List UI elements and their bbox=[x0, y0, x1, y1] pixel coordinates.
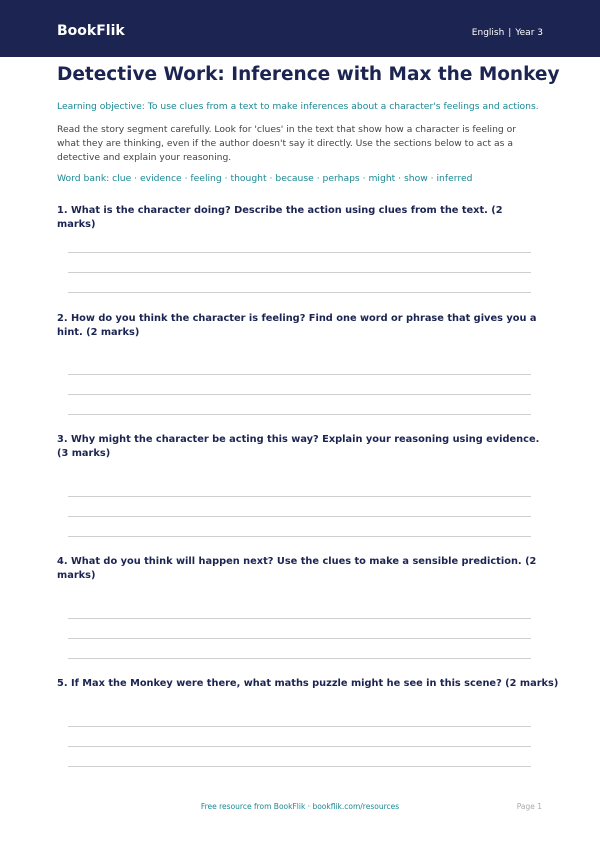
answer-line[interactable] bbox=[68, 726, 531, 727]
question-4: 4. What do you think will happen next? Use the clues to make a sensible prediction. (2 marks) bbox=[57, 556, 537, 581]
brand-logo: BookFlik bbox=[57, 23, 125, 39]
answer-line[interactable] bbox=[68, 374, 531, 375]
answer-line[interactable] bbox=[68, 766, 531, 767]
divider: | bbox=[508, 28, 512, 38]
answer-line[interactable] bbox=[68, 536, 531, 537]
answer-line[interactable] bbox=[68, 638, 531, 639]
question-2: 2. How do you think the character is feeling? Find one word or phrase that gives you a hint. (2 marks) bbox=[57, 313, 537, 338]
year-label: Year 3 bbox=[515, 28, 543, 38]
question-1: 1. What is the character doing? Describe the action using clues from the text. (2 marks) bbox=[57, 205, 503, 230]
answer-line[interactable] bbox=[68, 394, 531, 395]
page-title: Detective Work: Inference with Max the Monkey bbox=[57, 64, 560, 85]
answer-line[interactable] bbox=[68, 618, 531, 619]
answer-line[interactable] bbox=[68, 496, 531, 497]
answer-line[interactable] bbox=[68, 658, 531, 659]
question-3: 3. Why might the character be acting this way? Explain your reasoning using evidence. (3 marks) bbox=[57, 434, 540, 459]
footer-resource-link[interactable]: Free resource from BookFlik · bookflik.com/resources bbox=[200, 802, 400, 811]
subject-label: English bbox=[471, 28, 505, 38]
answer-line[interactable] bbox=[68, 252, 531, 253]
intro-text: Read the story segment carefully. Look for 'clues' in the text that show how a character is feeling or what they are thinking, even if the author doesn't say it directly. Use the sections below to act as a detective and explain your reasoning. bbox=[57, 124, 517, 163]
page-number: Page 1 bbox=[516, 802, 542, 811]
learning-objective: Learning objective: To use clues from a text to make inferences about a character's feelings and actions. bbox=[57, 101, 539, 112]
subject-year bbox=[472, 28, 543, 38]
question-5: 5. If Max the Monkey were there, what maths puzzle might he see in this scene? (2 marks) bbox=[57, 678, 559, 689]
answer-line[interactable] bbox=[68, 746, 531, 747]
answer-line[interactable] bbox=[68, 292, 531, 293]
answer-line[interactable] bbox=[68, 516, 531, 517]
answer-line[interactable] bbox=[68, 414, 531, 415]
answer-line[interactable] bbox=[68, 272, 531, 273]
page-header bbox=[0, 0, 600, 57]
word-bank: Word bank: clue · evidence · feeling · thought · because · perhaps · might · show · inferred bbox=[57, 173, 473, 184]
